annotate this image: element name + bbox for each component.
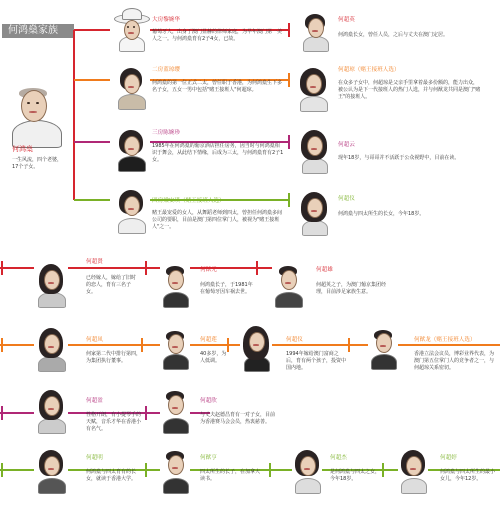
g1-3-desc: 何超英之子，为澳门葡京集团经理，目前涉足家族生意。 <box>316 282 387 295</box>
patriarch-desc: 一生风流，四个老婆，17个子女。 <box>12 157 63 170</box>
child1-label: 何超英 <box>338 17 355 23</box>
g4-4-desc: 何鸿燊与四太所生的最小女儿，今年12岁。 <box>440 469 496 482</box>
patriarch-name: 何鸿燊 <box>12 145 33 153</box>
g4-3-photo <box>292 448 322 492</box>
g2-3-photo <box>240 324 272 370</box>
g4-3-desc: 是何鸿燊与四太之女，今年18岁。 <box>330 469 381 482</box>
child3-photo <box>298 128 330 172</box>
wife1-desc: 葡萄牙人，出身于澳门显赫的律师家庭，为早年澳门第一美人之一。与何鸿燊育有2子4女，已故。 <box>152 29 283 42</box>
child2-photo <box>296 66 330 110</box>
child1-desc: 何鸿燊长女，曾任人员，之后与丈夫在澳门定居。 <box>338 32 449 38</box>
g1-2-photo <box>160 262 190 306</box>
g4-1-photo <box>34 448 68 492</box>
g3-2-desc: 与丈夫赵德昌育有一对子女，目前为香港赛马会会员，热衷慈善。 <box>200 412 276 425</box>
wife2-label: 二房蓝琼缨 <box>152 67 180 73</box>
g2-2-photo <box>160 328 190 368</box>
child3-label: 何超云 <box>338 142 355 148</box>
g1-1-label: 何超贤 <box>86 259 103 265</box>
wife4-label: 四房梁安琪（赌王接班人选） <box>152 198 225 204</box>
g2-2-desc: 40多岁，为人低调。 <box>200 351 227 364</box>
g2-3-label: 何超仪 <box>286 337 303 343</box>
g2-2-label: 何超莲 <box>200 337 217 343</box>
child2-label: 何超琼（赌王接班人选） <box>338 67 400 73</box>
g3-1-photo <box>34 388 68 432</box>
g1-1-desc: 已经嫁人，嫁给了旧时的恋人，育有三名子女。 <box>86 275 137 295</box>
wife1-label: 大房黎婉华 <box>152 17 180 23</box>
g2-4-desc: 香港立法会议员，博彩业界代表，为澳门第五位掌门人的竞争者之一，与何超琼关系密切。 <box>414 351 495 371</box>
child2-desc: 在众多子女中，何超琼是父亲手里拿着最多份额的，能力出众，被公认为是下一代接班人的热门人选，并与何猷龙共同是澳门"赌王"的接班人。 <box>338 80 481 100</box>
wife3-photo <box>114 128 148 170</box>
wife4-desc: 赌王最宠爱的女人，从舞蹈老师到四太，曾担任何鸿燊多间公司的要职，目前是澳门第四位掌门人，被视为"赌王接班人"之一。 <box>152 210 283 230</box>
g4-3-label: 何超杰 <box>330 455 347 461</box>
g2-3-desc: 1994年嫁给澳门富商之后，育有两个孩子，投资中国内地。 <box>286 351 347 371</box>
wife2-desc: 何鸿燊的第一位正式二太，曾任职于香港，为何鸿燊生下多名子女，五女一男中包括"赌王接班人"何超琼。 <box>152 80 283 93</box>
g1-3-photo <box>272 262 304 306</box>
g4-2-label: 何猷亨 <box>200 455 217 461</box>
g4-1-desc: 何鸿燊与四太育有的长女，就读于香港大学。 <box>86 469 137 482</box>
g4-1-label: 何超明 <box>86 455 103 461</box>
g2-4-label: 何猷龙（赌王接班人选） <box>414 337 476 343</box>
g1-1-photo <box>34 262 68 306</box>
wife2-photo <box>114 66 148 108</box>
wife3-desc: 1985年在何鸿燊的葡京酒店担任房务，因当时与何鸿燊相识于舞会，从此结下情缘，后成为三太，与何鸿燊育有2子1女。 <box>152 143 284 163</box>
g3-2-label: 何超欣 <box>200 398 217 404</box>
wife3-label: 三房陈婉珍 <box>152 130 180 136</box>
g3-1-desc: 性格开朗，有小提琴手的天赋，音乐才华在香港小有名气。 <box>86 412 142 432</box>
g3-1-label: 何超盈 <box>86 398 103 404</box>
patriarch-photo <box>6 80 64 144</box>
child4-photo <box>298 190 330 234</box>
child3-desc: 现年18岁，与哥哥并不活跃于公众视野中，目前在读。 <box>338 155 460 161</box>
g1-3-label: 何超雄 <box>316 267 333 273</box>
g1-2-desc: 何鸿燊长子，于1981年在葡萄牙因车祸去世。 <box>200 282 253 295</box>
g4-2-desc: 四太所生的长子，在加拿大读书。 <box>200 469 261 482</box>
page-title: 何鸿燊家族 <box>2 24 74 38</box>
g2-1-photo <box>34 326 68 370</box>
g2-4-photo <box>368 326 398 368</box>
g3-2-photo <box>160 388 190 432</box>
g2-1-label: 何超凤 <box>86 337 103 343</box>
g4-4-label: 何超婷 <box>440 455 457 461</box>
g4-2-photo <box>160 448 190 492</box>
wife1-photo <box>114 8 148 50</box>
g2-1-desc: 何家第二代中排行第四，为集团执行董事。 <box>86 351 142 364</box>
wife4-photo <box>114 188 148 232</box>
child4-label: 何超仪 <box>338 196 355 202</box>
g1-2-label: 何猷光 <box>200 267 217 273</box>
g4-4-photo <box>398 448 428 492</box>
child1-photo <box>300 10 330 50</box>
child4-desc: 何鸿燊与四太所生的长女，今年18岁。 <box>338 211 425 217</box>
